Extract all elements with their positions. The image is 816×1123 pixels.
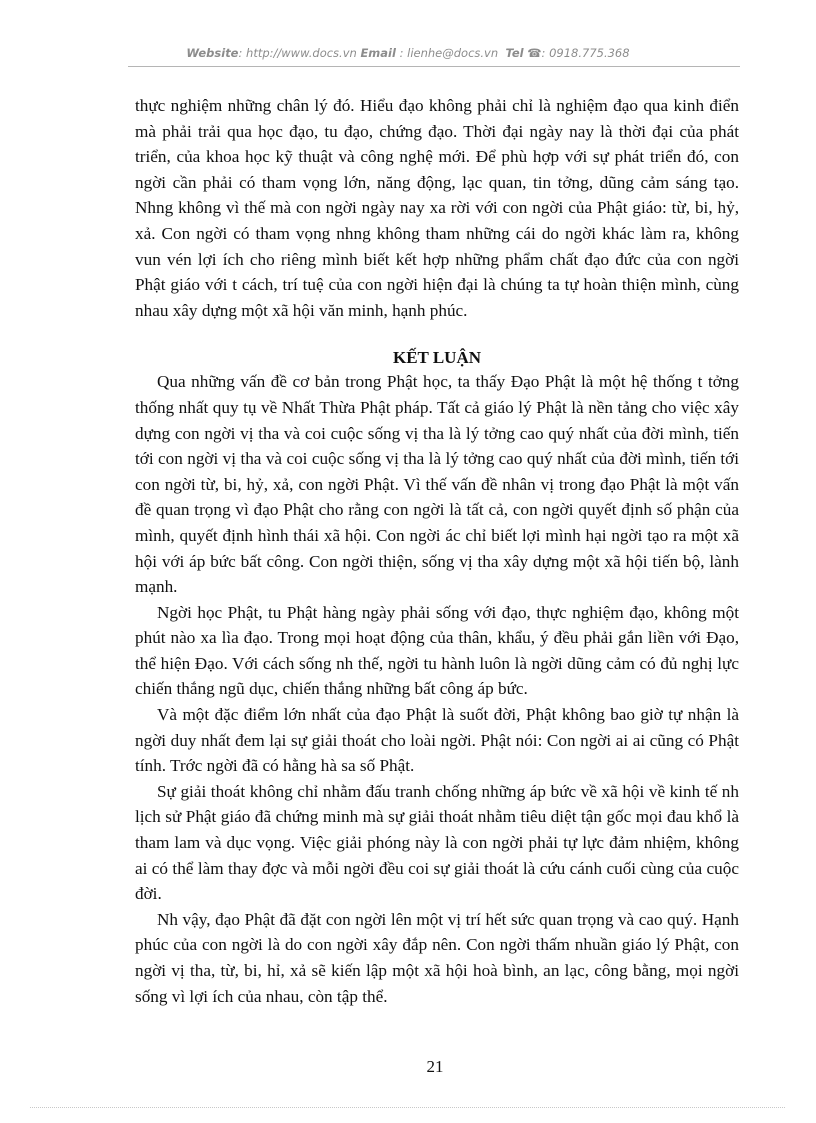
email-value: : lienhe@docs.vn xyxy=(399,46,499,60)
paragraph: Nh vậy, đạo Phật đã đặt con ngời lên một vị trí hết sức quan trọng và cao quý. Hạnh phúc của con ngời là do con ngời xây đắp nên. Con ngời thấm nhuần giáo lý Phật, con ngời vị tha, từ, bi, hỉ, xả sẽ kiến lập một xã hội hoà bình, an lạc, công bằng, mọi ngời sống vì lợi ích của nhau, còn tập thể. xyxy=(135,909,739,1006)
document-body xyxy=(135,93,739,1009)
header-divider xyxy=(128,66,740,67)
paragraph: thực nghiệm những chân lý đó. Hiểu đạo không phải chỉ là nghiệm đạo qua kinh điển mà phải trải qua học đạo, tu đạo, chứng đạo. Thời đại ngày nay là thời đại của phát triển, của khoa học kỹ thuật và công nghệ mới. Để phù hợp với sự phát triển đó, con ngời cần phải có tham vọng lớn, năng động, lạc quan, tin tởng, dũng cảm sáng tạo. Nhng không vì thế mà con ngời ngày nay xa rời với con ngời của Phật giáo: từ, bi, hỷ, xả. Con ngời có tham vọng nhng không tham những cái do ngời khác làm ra, không vun vén lợi ích cho riêng mình biết kết hợp những phẩm chất đạo đức của con ngời Phật giáo với t cách, trí tuệ của con ngời hiện đại là chúng ta tự hoàn thiện mình, cùng nhau xây dựng một xã hội văn minh, hạnh phúc. xyxy=(135,96,739,320)
email-label: Email xyxy=(360,46,396,60)
tel-label: Tel xyxy=(505,46,524,60)
tel-value: ☎: 0918.775.368 xyxy=(527,46,630,60)
section-heading: KẾT LUẬN xyxy=(392,348,481,368)
page-number: 21 xyxy=(426,1057,444,1076)
paragraph: Ngời học Phật, tu Phật hàng ngày phải sống với đạo, thực nghiệm đạo, không một phút nào xa lìa đạo. Trong mọi hoạt động của thân, khẩu, ý đều phải gắn liền với Đạo, thể hiện Đạo. Với cách sống nh thế, ngời tu hành luôn là ngời dũng cảm có đủ nghị lực chiến thắng ngũ dục, chiến thắng những bất công áp bức. xyxy=(135,602,739,699)
paragraph: Qua những vấn đề cơ bản trong Phật học, ta thấy Đạo Phật là một hệ thống t tởng thống nhất quy tụ về Nhất Thừa Phật pháp. Tất cả giáo lý Phật là nền tảng cho việc xây dựng con ngời vị tha và coi cuộc sống vị tha là lý tởng cao quý nhất của đời mình, tiến tới con ngời vị tha và coi cuộc sống vị tha là lý tởng cao quý nhất của đời mình, tiến tới con ngời từ, bi, hỷ, xả, con ngời Phật. Vì thế vấn đề nhân vị trong đạo Phật là một vấn đề quan trọng vì đạo Phật cho rằng con ngời là tất cả, con ngời quyết định số phận của mình, quyết định hình thái xã hội. Con ngời ác chỉ biết lợi mình hại ngời tạo ra một xã hội với áp bức bất công. Con ngời thiện, sống vị tha xây dựng một xã hội tiến bộ, lành mạnh. xyxy=(135,372,739,597)
paragraph: Và một đặc điểm lớn nhất của đạo Phật là suốt đời, Phật không bao giờ tự nhận là ngời duy nhất đem lại sự giải thoát cho loài ngời. Phật nói: Con ngời ai ai cũng có Phật tính. Trớc ngời đã có hằng hà sa số Phật. xyxy=(135,705,739,776)
website-label: Website xyxy=(186,46,239,60)
page-header xyxy=(0,46,816,60)
footer-divider xyxy=(30,1107,785,1108)
paragraph: Sự giải thoát không chỉ nhằm đấu tranh chống những áp bức về xã hội về kinh tế nh lịch sử Phật giáo đã chứng minh mà sự giải thoát nhằm tiêu diệt tận gốc mọi đau khổ là tham lam và dục vọng. Việc giải phóng này là con ngời phải tự lực đảm nhiệm, không ai có thể làm thay đợc và mỗi ngời đều coi sự giải thoát là cứu cánh cuối cùng của cuộc đời. xyxy=(135,781,739,904)
website-value: : http://www.docs.vn xyxy=(238,46,357,60)
